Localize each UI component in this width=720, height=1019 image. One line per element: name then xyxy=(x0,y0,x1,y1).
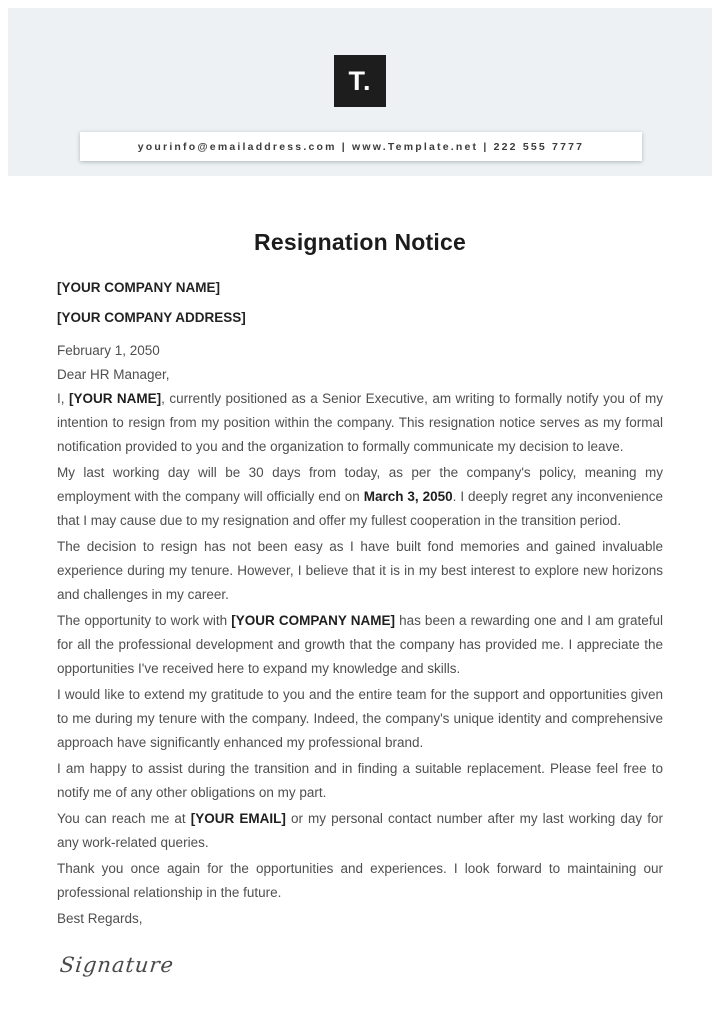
company-logo-icon xyxy=(334,55,386,107)
letter-paragraph: The decision to resign has not been easy as I have built fond memories and gained invaluable experience during my tenure. However, I believe that it is in my best interest to explore new horizons and challenges in my career. xyxy=(57,539,663,602)
letter-body xyxy=(57,387,663,905)
company-name-placeholder: [YOUR COMPANY NAME] xyxy=(57,280,221,295)
logo-letter: T. xyxy=(348,65,372,96)
contact-info-bar xyxy=(80,132,642,161)
letter-content xyxy=(0,228,720,977)
letter-paragraph: Thank you once again for the opportunities and experiences. I look forward to maintaining our professional relationship in the future. xyxy=(57,861,663,900)
letter-paragraph: I, [YOUR NAME], currently positioned as a Senior Executive, am writing to formally notify you of my intention to resign from my position within the company. This resignation notice serves as my formal notification provided to you and the organization to formally communicate my decision to leave. xyxy=(57,391,663,454)
letter-paragraph: You can reach me at [YOUR EMAIL] or my personal contact number after my last working day for any work-related queries. xyxy=(57,811,663,850)
letter-paragraph: I am happy to assist during the transition and in finding a suitable replacement. Please feel free to notify me of any other obligations on my part. xyxy=(57,761,663,800)
letter-title: Resignation Notice xyxy=(254,229,466,255)
letter-paragraph: My last working day will be 30 days from today, as per the company's policy, meaning my employment with the company will officially end on March 3, 2050. I deeply regret any inconvenience that I may cause due to my resignation and offer my fullest cooperation in the transition period. xyxy=(57,465,664,528)
letter-paragraph: I would like to extend my gratitude to you and the entire team for the support and opportunities given to me during my tenure with the company. Indeed, the company's unique identity and comprehensive approach have significantly enhanced my professional brand. xyxy=(57,687,663,750)
letter-paragraph: The opportunity to work with [YOUR COMPANY NAME] has been a rewarding one and I am grateful for all the professional development and growth that the company has provided me. I appreciate the opportunities I've received here to expand my knowledge and skills. xyxy=(57,613,663,676)
contact-info-text: yourinfo@emailaddress.com | www.Template.net | 222 555 7777 xyxy=(137,140,585,153)
letterhead-band xyxy=(8,8,712,176)
salutation: Dear HR Manager, xyxy=(57,367,170,382)
recipient-block xyxy=(57,279,663,326)
letter-date: February 1, 2050 xyxy=(57,343,160,358)
company-address-placeholder: [YOUR COMPANY ADDRESS] xyxy=(57,310,246,325)
signature-script: Signature xyxy=(58,953,176,977)
closing-line: Best Regards, xyxy=(57,911,143,926)
